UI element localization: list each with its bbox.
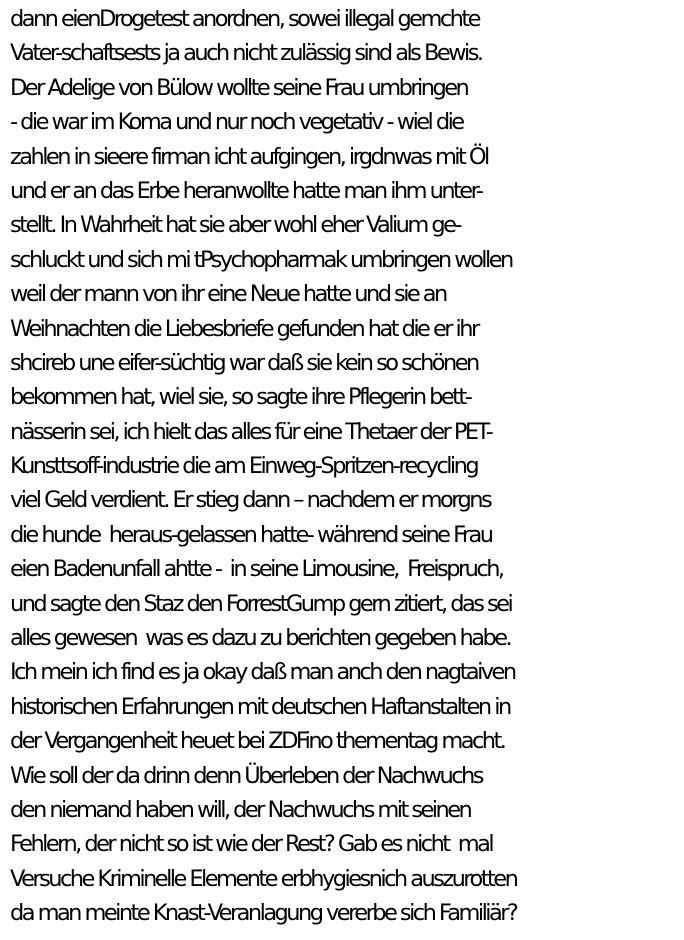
text-line: shcireb une eifer-süchtig war daß sie kein so schönen bbox=[10, 349, 478, 376]
text-line: Wie soll der da drinn denn Überleben der Nachwuchs bbox=[10, 762, 482, 789]
text-line: und sagte den Staz den ForrestGump gern zitiert, das sei bbox=[10, 590, 512, 617]
text-line: Weihnachten die Liebesbriefe gefunden hat die er ihr bbox=[10, 315, 478, 342]
text-line: und er an das Erbe heranwollte hatte man ihm unter- bbox=[10, 177, 482, 204]
text-line: da man meinte Knast-Veranlagung vererbe sich Familiär? bbox=[10, 900, 517, 927]
text-line: Vater-schaftsests ja auch nicht zulässig sind als Bewis. bbox=[10, 40, 482, 67]
text-line: stellt. In Wahrheit hat sie aber wohl eher Valium ge- bbox=[10, 212, 460, 239]
text-line: schluckt und sich mi tPsychopharmak umbringen wollen bbox=[10, 246, 512, 273]
text-line: historischen Erfahrungen mit deutschen Haftanstalten in bbox=[10, 693, 510, 720]
text-line: - die war im Koma und nur noch vegetativ - wiel die bbox=[10, 109, 463, 136]
text-line: Fehlern, der nicht so ist wie der Rest? Gab es nicht mal bbox=[10, 831, 493, 858]
text-line: der Vergangenheit heuet bei ZDFino thementag macht. bbox=[10, 728, 505, 755]
text-line: bekommen hat, wiel sie, so sagte ihre Pflegerin bett- bbox=[10, 384, 471, 411]
text-line: zahlen in sieere firman icht aufgingen, irgdnwas mit Öl bbox=[10, 143, 488, 170]
text-line: eien Badenunfall ahtte - in seine Limousine, Freispruch, bbox=[10, 556, 503, 583]
text-line: viel Geld verdient. Er stieg dann – nachdem er morgns bbox=[10, 487, 491, 514]
text-line: Der Adelige von Bülow wollte seine Frau umbringen bbox=[10, 74, 468, 101]
text-line: den niemand haben will, der Nachwuchs mit seinen bbox=[10, 796, 471, 823]
text-line: Ich mein ich find es ja okay daß man anch den nagtaiven bbox=[10, 659, 515, 686]
text-line: weil der mann von ihr eine Neue hatte und sie an bbox=[10, 281, 446, 308]
text-line: nässerin sei, ich hielt das alles für eine Thetaer der PET- bbox=[10, 418, 492, 445]
text-line: die hunde heraus-gelassen hatte- während seine Frau bbox=[10, 521, 492, 548]
text-line: dann eienDrogetest anordnen, sowei illegal gemchte bbox=[10, 6, 479, 32]
text-line: Versuche Kriminelle Elemente erbhygiesnich auszurotten bbox=[10, 865, 517, 892]
text-line: alles gewesen was es dazu zu berichten gegeben habe. bbox=[10, 625, 511, 652]
text-line: Kunsttsoff-industrie die am Einweg-Spritzen-recycling bbox=[10, 453, 478, 480]
